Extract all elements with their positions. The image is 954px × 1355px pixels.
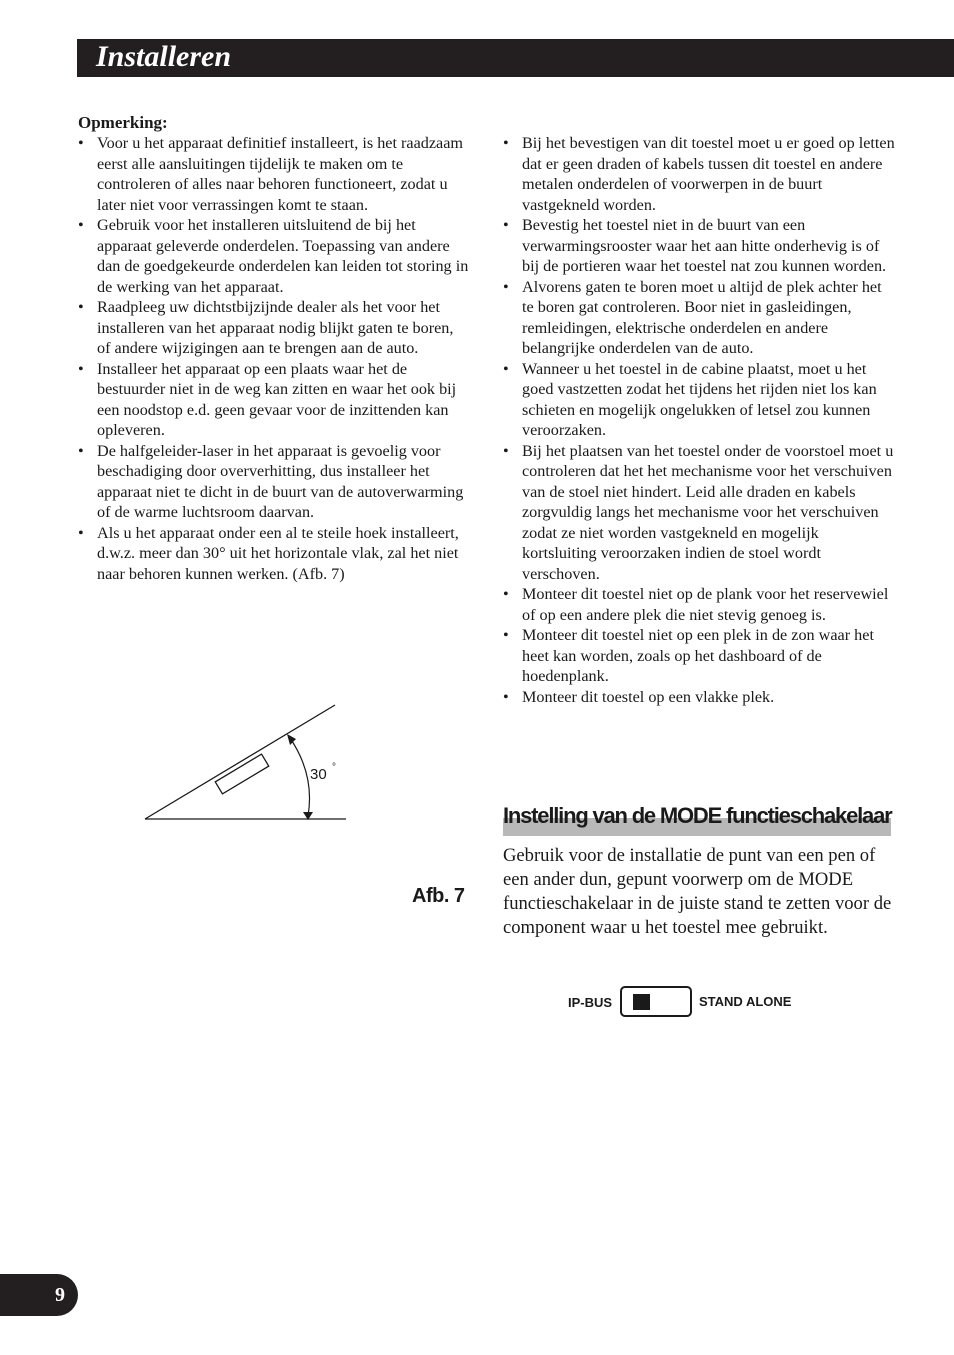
- list-item: • Raadpleeg uw dichtstbijzijnde dealer als het voor het installeren van het apparaat nodig blijkt gaten te boren, of andere wijzigingen aan te brengen aan de auto.: [78, 297, 470, 359]
- list-item: • Monteer dit toestel niet op de plank voor het reservewiel of op een andere plek die niet stevig genoeg is.: [503, 584, 895, 625]
- degree-mark: °: [332, 762, 336, 773]
- switch-knob: [633, 994, 650, 1010]
- list-item: • Monteer dit toestel niet op een plek in de zon waar het heet kan worden, zoals op het dashboard of de hoedenplank.: [503, 625, 895, 687]
- list-item: • Bij het plaatsen van het toestel onder de voorstoel moet u controleren dat het het mechanisme voor het verschuiven van de stoel niet hindert. Leid alle draden en kabels zorgvuldig langs het mechanisme voor het verschuiven zodat ze niet worden vastgekneld en mogelijk kortsluiting veroorzaken indien de stoel wordt verschoven.: [503, 441, 895, 585]
- incline-line: [145, 705, 335, 819]
- header-bar: [77, 39, 954, 77]
- angle-figure: [140, 700, 355, 825]
- mode-switch: [620, 986, 692, 1017]
- right-bullet-list: [503, 133, 895, 707]
- switch-label-stand-alone: STAND ALONE: [699, 994, 792, 1009]
- left-column: [78, 113, 470, 584]
- right-column: [503, 133, 895, 707]
- list-item: • Wanneer u het toestel in de cabine plaatst, moet u het goed vastzetten zodat het tijdens het rijden niet los kan schieten en mogelijk ongelukken of letsel zou kunnen veroorzaken.: [503, 359, 895, 441]
- list-item: • Gebruik voor het installeren uitsluitend de bij het apparaat geleverde onderdelen. Toepassing van andere dan de goedgekeurde onderdelen kan leiden tot storing in de werking van het apparaat.: [78, 215, 470, 297]
- list-item: • Monteer dit toestel op een vlakke plek.: [503, 687, 895, 708]
- angle-arc: [290, 738, 310, 816]
- list-item: • Installeer het apparaat op een plaats waar het de bestuurder niet in de weg kan zitten en waar het ook bij een noodstop e.d. geen gevaar voor de inzittenden kan opleveren.: [78, 359, 470, 441]
- section-heading: Instelling van de MODE functieschakelaar: [503, 803, 892, 828]
- section-body-text: Gebruik voor de installatie de punt van een pen of een ander dun, gepunt voorwerp om de MODE functieschakelaar in de juiste stand te zetten voor de component waar u het toestel mee gebruikt.: [503, 845, 892, 938]
- angle-label: 30: [310, 766, 327, 783]
- page-title: Installeren: [96, 40, 232, 73]
- section-heading-block: [503, 800, 891, 836]
- switch-label-ip-bus: IP-BUS: [568, 995, 613, 1010]
- arrow-head-top: [287, 734, 296, 745]
- list-item: • Bij het bevestigen van dit toestel moet u er goed op letten dat er geen draden of kabels tussen dit toestel en andere metalen onderdelen of voorwerpen in de buurt vastgekneld worden.: [503, 133, 895, 215]
- left-bullet-list: [78, 133, 470, 584]
- list-item: • Als u het apparaat onder een al te steile hoek installeert, d.w.z. meer dan 30° uit het horizontale vlak, zal het niet naar behoren kunnen werken. (Afb. 7): [78, 523, 470, 585]
- list-item: • De halfgeleider-laser in het apparaat is gevoelig voor beschadiging door oververhitting, dus installeer het apparaat niet te dicht in de buurt van de autoverwarming of de warme luchtsroom daarvan.: [78, 441, 470, 523]
- page-number-tab: [0, 1274, 78, 1316]
- note-heading: Opmerking:: [78, 113, 168, 132]
- list-item: • Alvorens gaten te boren moet u altijd de plek achter het te boren gat controleren. Boor niet in gasleidingen, remleidingen, elektrische onderdelen en andere belangrijke onderdelen van de auto.: [503, 277, 895, 359]
- list-item: • Bevestig het toestel niet in de buurt van een verwarmingsrooster waar het aan hitte onderhevig is of bij de portieren waar het toestel nat zou kunnen worden.: [503, 215, 895, 277]
- figure-caption: Afb. 7: [412, 885, 465, 907]
- page-number: 9: [55, 1284, 65, 1306]
- list-item: • Voor u het apparaat definitief installeert, is het raadzaam eerst alle aansluitingen tijdelijk te maken om te controleren of alles naar behoren functioneert, zodat u later niet voor verrassingen komt te staan.: [78, 133, 470, 215]
